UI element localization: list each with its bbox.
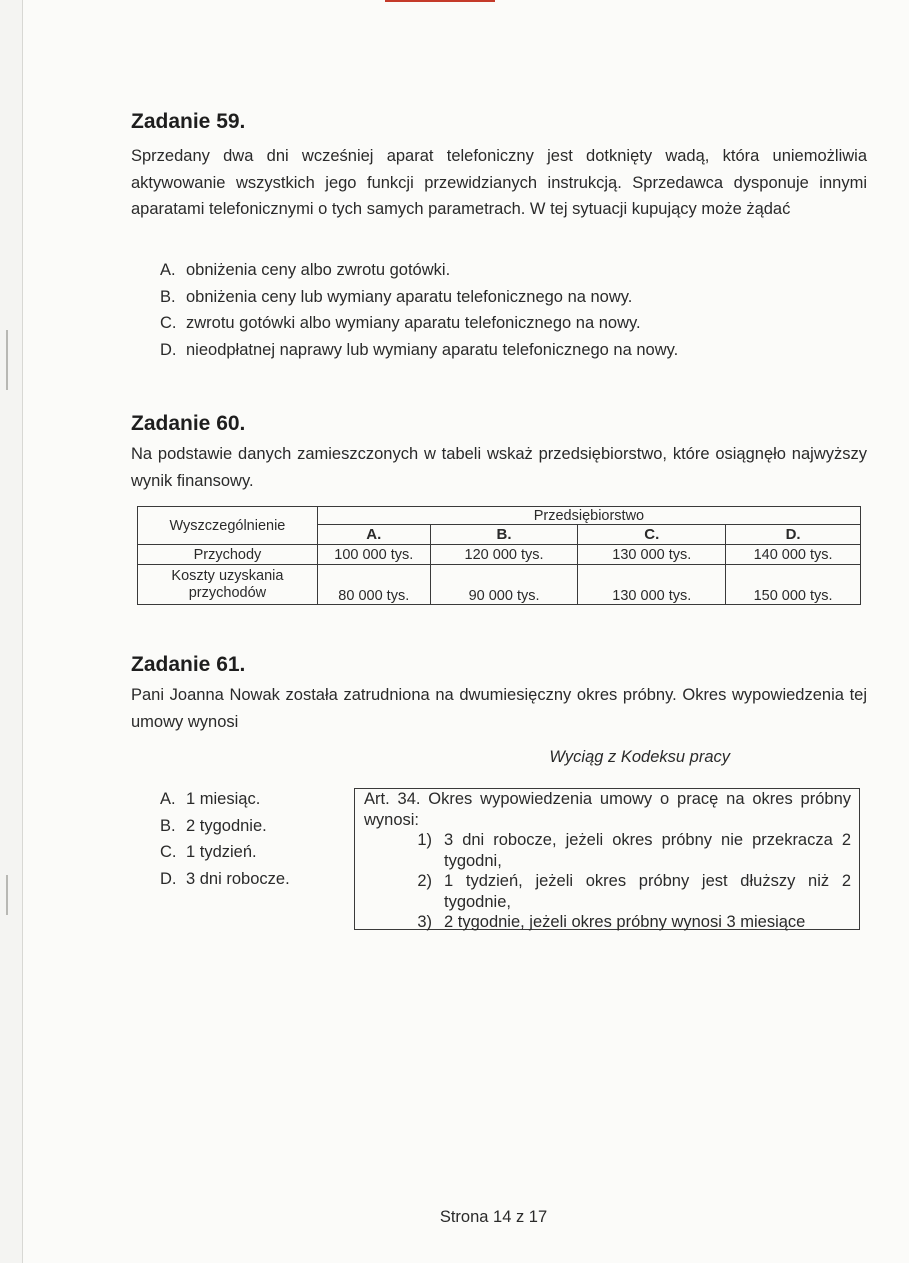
company-c: C.: [578, 525, 726, 545]
task-60-question: Na podstawie danych zamieszczonych w tabeli wskaż przedsiębiorstwo, które osiągnęło najwyższy wynik finansowy.: [131, 445, 867, 490]
cell: 150 000 tys.: [726, 565, 861, 605]
option-c[interactable]: C. 1 tydzień.: [160, 843, 257, 861]
financial-table: [137, 506, 861, 605]
labor-code-extract: [354, 788, 860, 930]
company-d: D.: [726, 525, 861, 545]
scan-edge-mark: [6, 330, 8, 390]
table-row-revenue: [138, 545, 861, 565]
page-footer: Strona 14 z 17: [439, 1208, 548, 1226]
row-header: Wyszczególnienie: [138, 507, 318, 545]
cell: 130 000 tys.: [578, 545, 726, 565]
cell: 140 000 tys.: [726, 545, 861, 565]
option-d[interactable]: D. nieodpłatnej naprawy lub wymiany aparatu telefonicznego na nowy.: [160, 340, 679, 359]
option-c[interactable]: C. zwrotu gotówki albo wymiany aparatu telefonicznego na nowy.: [160, 314, 641, 332]
cell: 130 000 tys.: [578, 565, 726, 605]
cell: 90 000 tys.: [430, 565, 578, 605]
option-b[interactable]: B. obniżenia ceny lub wymiany aparatu telefonicznego na nowy.: [160, 287, 633, 306]
group-header: Przedsiębiorstwo: [317, 507, 860, 525]
task-61-options: [160, 786, 290, 892]
task-61-question: Pani Joanna Nowak została zatrudniona na dwumiesięczny okres próbny. Okres wypowiedzenia tej umowy wynosi: [131, 686, 867, 731]
option-a[interactable]: A. 1 miesiąc.: [160, 790, 261, 808]
scan-top-mark: [0, 0, 909, 2]
task-59-title: Zadanie 59.: [131, 110, 246, 133]
task-61-title: Zadanie 61.: [131, 653, 246, 676]
extract-title: Wyciąg z Kodeksu pracy: [549, 748, 730, 766]
cell: 80 000 tys.: [317, 565, 430, 605]
row-label: Przychody: [138, 545, 318, 565]
extract-item: 1) 3 dni robocze, jeżeli okres próbny nie przekracza 2 tygodni,: [417, 831, 851, 870]
scan-edge-mark: [6, 875, 8, 915]
extract-item: 3) 2 tygodnie, jeżeli okres próbny wynosi 3 miesiące: [417, 913, 806, 931]
extract-head: Art. 34. Okres wypowiedzenia umowy o pracę na okres próbny wynosi:: [364, 790, 851, 829]
cell: 100 000 tys.: [317, 545, 430, 565]
cell: 120 000 tys.: [430, 545, 578, 565]
option-a[interactable]: A. obniżenia ceny albo zwrotu gotówki.: [160, 261, 451, 279]
row-label: Koszty uzyskania przychodów: [138, 565, 318, 605]
extract-item: 2) 1 tydzień, jeżeli okres próbny jest dłuższy niż 2 tygodnie,: [417, 872, 851, 911]
table-row-costs: [138, 565, 861, 605]
task-59-question: Sprzedany dwa dni wcześniej aparat telefoniczny jest dotknięty wadą, która uniemożliwia aktywowanie wszystkich jego funkcji przewidzianych instrukcją. Sprzedawca dysponuje innymi aparatami telefonicznymi o tych samych parametrach. W tej sytuacji kupujący może żądać: [131, 147, 867, 218]
task-59-options: [160, 257, 678, 363]
company-a: A.: [317, 525, 430, 545]
company-b: B.: [430, 525, 578, 545]
option-b[interactable]: B. 2 tygodnie.: [160, 816, 267, 835]
option-d[interactable]: D. 3 dni robocze.: [160, 869, 290, 888]
task-60-title: Zadanie 60.: [131, 412, 246, 435]
